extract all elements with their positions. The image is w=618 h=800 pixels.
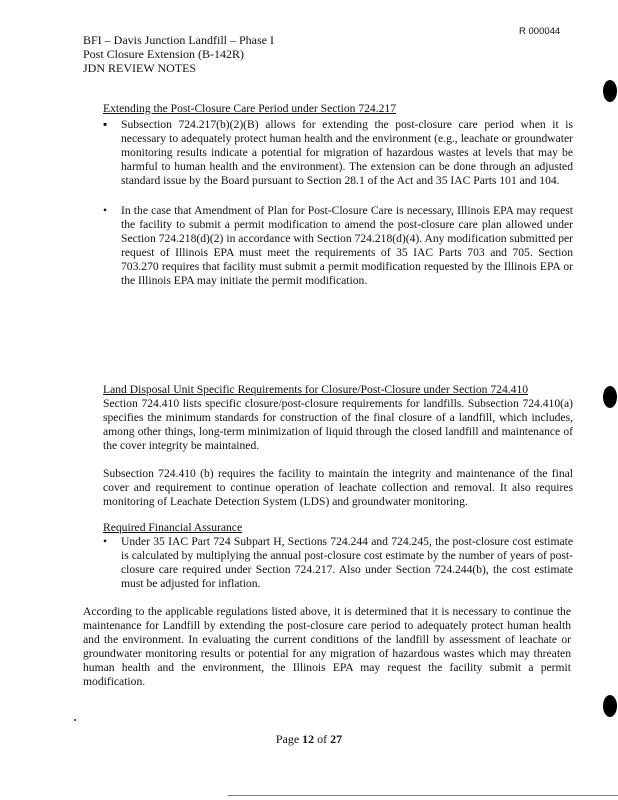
header-line-3: JDN REVIEW NOTES [83, 61, 197, 75]
section-title: Land Disposal Unit Specific Requirements for Closure/Post-Closure under Section 724.410 [103, 383, 529, 396]
page-number [0, 732, 618, 746]
page-current: 12 [302, 732, 315, 746]
punch-hole-bottom [603, 695, 617, 717]
bullet-text: Under 35 IAC Part 724 Subpart H, Sections 724.244 and 724.245, the post-closure cost estimate is calculated by multiplying the annual post-closure cost estimate by the number of years of post-closure care required under Section 724.217. Also under Section 724.244(b), the cost estimate must be adjusted for inflation. [121, 535, 573, 590]
section-title: Extending the Post-Closure Care Period under Section 724.217 [103, 102, 397, 115]
section-land-disposal-unit [103, 383, 573, 509]
conclusion-paragraph: According to the applicable regulations listed above, it is determined that it is necessary to continue the maintenance for Landfill by extending the post-closure care period to adequately protect human health and the environment. In evaluating the current conditions of the landfill by assessment of leachate or groundwater monitoring results or potential for any migration of hazardous wastes which may threaten human health and the environment, the Illinois EPA may request the facility submit a permit modification. [83, 605, 571, 688]
paragraph: Subsection 724.410 (b) requires the facility to maintain the integrity and maintenance of the final cover and requirement to continue operation of leachate collection and removal. It also requires monitoring of Leachate Detection System (LDS) and groundwater monitoring. [103, 467, 573, 508]
bullet-icon: • [103, 535, 108, 548]
bullet-text: Subsection 724.217(b)(2)(B) allows for extending the post-closure care period when it is necessary to adequately protect human health and the environment (e.g., leachate or groundwater monitoring results indicate a potential for migration of hazardous wastes at levels that may be harmful to human health and the environment). The extension can be done through an adjusted standard issue by the Board pursuant to Section 28.1 of the Act and 35 IAC Parts 101 and 104. [121, 118, 573, 187]
punch-hole-middle [603, 386, 617, 408]
header-line-2: Post Closure Extension (B-142R) [83, 47, 244, 61]
bullet-text: In the case that Amendment of Plan for Post-Closure Care is necessary, Illinois EPA may request the facility to submit a permit modification to amend the post-closure care plan allowed under Section 724.218(d)(2) in accordance with Section 724.218(d)(4). Any modification submitted per request of Illinois EPA must meet the requirements of 35 IAC Parts 703 and 705. Section 703.270 requires that facility must submit a permit modification requested by the Illinois EPA or the Illinois EPA may initiate the permit modification. [121, 204, 573, 287]
bullet-item [103, 204, 573, 288]
page-total: 27 [330, 732, 343, 746]
punch-hole-top [603, 80, 617, 102]
bullet-item [103, 118, 573, 188]
bullet-icon: ▪ [103, 118, 108, 131]
scan-edge-line [228, 795, 618, 796]
document-header [83, 33, 274, 75]
bullet-icon: • [103, 204, 108, 217]
page-of-label: of [317, 732, 328, 746]
section-financial-assurance [103, 521, 573, 591]
page-label: Page [275, 732, 300, 746]
bates-stamp: R 000044 [519, 26, 561, 37]
section-extending-post-closure [103, 102, 573, 288]
section-title: Required Financial Assurance [103, 521, 243, 534]
paragraph: Section 724.410 lists specific closure/post-closure requirements for landfills. Subsection 724.410(a) specifies the minimum standards for construction of the final closure of a landfill, which includes, among other things, long-term minimization of liquid through the closed landfill and maintenance of the cover integrity be maintained. [103, 397, 573, 452]
header-line-1: BFI – Davis Junction Landfill – Phase I [83, 33, 274, 47]
bullet-item [103, 535, 573, 591]
scan-speck [74, 719, 76, 721]
